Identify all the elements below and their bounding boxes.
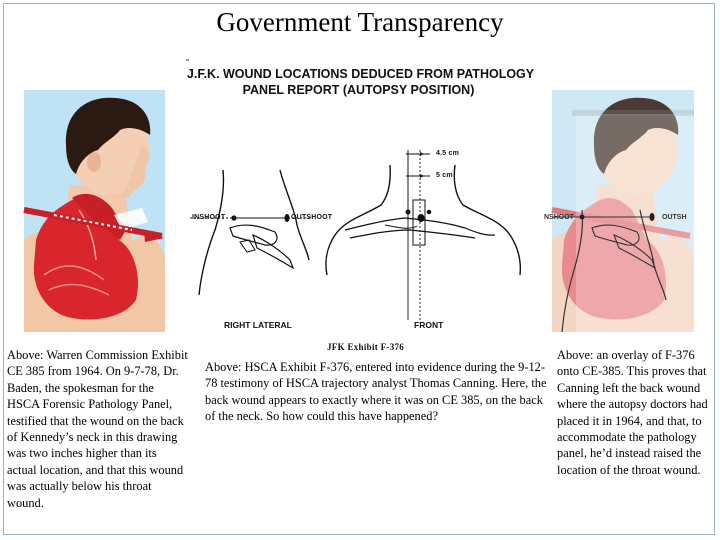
label-inshoot: INSHOOT	[192, 214, 226, 221]
slide-title: Government Transparency	[216, 7, 504, 37]
label-45cm: 4.5 cm	[436, 150, 459, 157]
figure-heading-line1: J.F.K. WOUND LOCATIONS DEDUCED FROM PATHOLOGY	[186, 67, 535, 81]
caption-left: Above: Warren Commission Exhibit CE 385 from 1964. On 9-7-78, Dr. Baden, the spokesman for the HSCA Forensic Pathology Panel, testified that the wound on the back of Kennedy’s neck in this drawing was two inches higher than its actual location, and that this wound was actually below his throat wound.	[7, 348, 188, 510]
exhibit-label: JFK Exhibit F-376	[327, 342, 405, 352]
overlay-illustration	[544, 90, 694, 332]
lateral-neck-outline	[199, 170, 224, 295]
ce385-illustration	[24, 90, 165, 332]
f376-figure	[185, 50, 540, 352]
label-right-lateral: RIGHT LATERAL	[224, 320, 292, 330]
label-outshoot: OUTSHOOT	[291, 214, 333, 221]
caption-right: Above: an overlay of F-376 onto CE-385. This proves that Canning left the back wound where the autopsy doctors had placed it in 1964, and that, to accommodate the pathology panel, he’d instead raised the location of the throat wound.	[557, 348, 708, 477]
overlay-label-outshoot: OUTSH	[662, 214, 687, 221]
caption-middle: Above: HSCA Exhibit F-376, entered into evidence during the 9-12-78 testimony of HSCA trajectory analyst Thomas Canning. Here, the back wound appears to exactly where it was on CE 385, on the back of the neck. So how could this have happened?	[205, 360, 547, 424]
label-5cm: 5 cm	[436, 172, 453, 179]
label-front: FRONT	[414, 320, 444, 330]
figure-heading-line2: PANEL REPORT (AUTOPSY POSITION)	[242, 83, 475, 97]
overlay-label-inshoot: NSHOOT	[544, 214, 574, 221]
